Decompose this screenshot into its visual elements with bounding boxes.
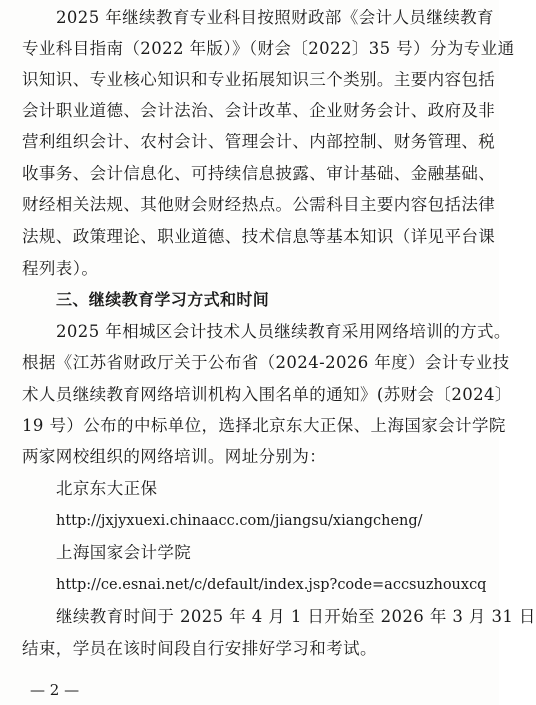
paragraph1-line: 识知识、专业核心知识和专业拓展知识三个类别。主要内容包括 [22,70,496,89]
provider2-url[interactable]: http://ce.esnai.net/c/default/index.jsp?code=accsuzhouxcq [56,577,487,593]
paragraph3-line: 结束，学员在该时间段自行安排好学习和考试。 [22,639,377,658]
paragraph3-line: 继续教育时间于 2025 年 4 月 1 日开始至 2026 年 3 月 31 日 [56,607,536,626]
provider1-name: 北京东大正保 [56,479,158,498]
paragraph1-line: 2025 年继续教育专业科目按照财政部《会计人员继续教育 [56,8,494,27]
page-number: — 2 — [30,681,80,699]
paragraph2-line: 术人员继续教育网络培训机构入围名单的通知》(苏财会〔2024〕 [22,385,512,404]
paragraph1-line: 程列表）。 [22,259,99,278]
provider1-url[interactable]: http://jxjyxuexi.chinaacc.com/jiangsu/xiangcheng/ [56,513,423,529]
paragraph1-line: 法规、政策理论、职业道德、技术信息等基本知识（详见平台课 [22,227,496,246]
paragraph1-line: 会计职业道德、会计法治、会计改革、企业财务会计、政府及非 [22,101,496,120]
provider2-name: 上海国家会计学院 [56,543,192,562]
paragraph1-line: 专业科目指南（2022 年版）》（财会〔2022〕35 号）分为专业通 [22,39,515,58]
paragraph1-line: 收事务、会计信息化、可持续信息披露、审计基础、金融基础、 [22,164,496,183]
paragraph1-line: 营利组织会计、农村会计、管理会计、内部控制、财务管理、税 [22,132,496,151]
paragraph2-line: 两家网校组织的网络培训。网址分别为： [22,447,327,466]
paragraph1-line: 财经相关法规、其他财会财经热点。公需科目主要内容包括法律 [22,195,496,214]
paragraph2-line: 19 号）公布的中标单位，选择北京东大正保、上海国家会计学院 [22,416,506,435]
paragraph2-line: 2025 年相城区会计技术人员继续教育采用网络培训的方式。 [56,322,511,341]
section-heading: 三、继续教育学习方式和时间 [56,290,270,309]
paragraph2-line: 根据《江苏省财政厅关于公布省（2024-2026 年度）会计专业技 [22,353,510,372]
